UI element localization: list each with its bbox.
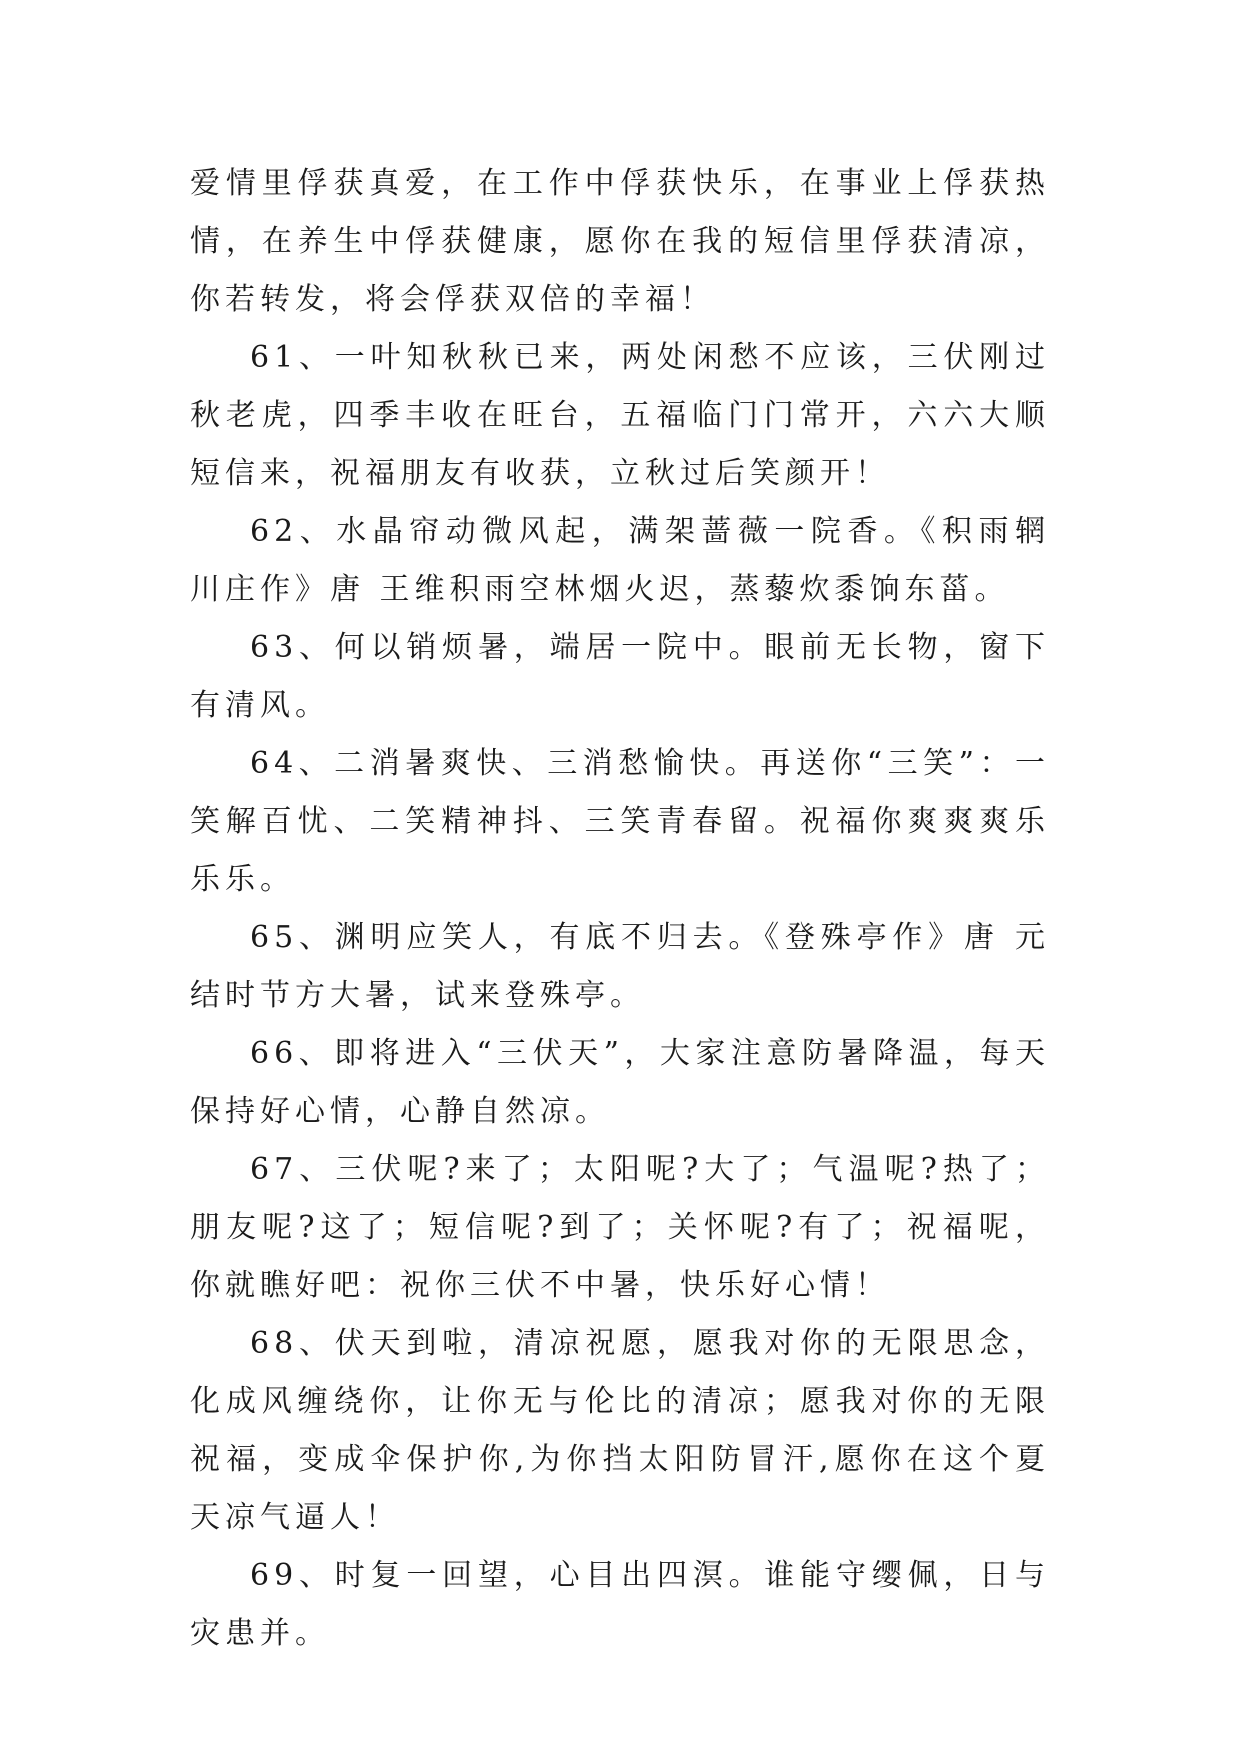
paragraph-62: 62、水晶帘动微风起，满架蔷薇一院香。《积雨辋川庄作》唐 王维积雨空林烟火迟，蒸藜炊黍饷东菑。 (190, 514, 1050, 607)
paragraph-63: 63、何以销烦暑，端居一院中。眼前无长物，窗下有清风。 (190, 630, 1050, 723)
paragraph-69: 69、时复一回望，心目出四溟。谁能守缨佩，日与灾患并。 (190, 1558, 1050, 1651)
paragraph-continuation: 爱情里俘获真爱，在工作中俘获快乐，在事业上俘获热情，在养生中俘获健康，愿你在我的短信里俘获清凉，你若转发，将会俘获双倍的幸福！ (190, 166, 1050, 317)
paragraph-61: 61、一叶知秋秋已来，两处闲愁不应该，三伏刚过秋老虎，四季丰收在旺台，五福临门门常开，六六大顺短信来，祝福朋友有收获，立秋过后笑颜开！ (190, 340, 1050, 491)
document-body (190, 155, 1050, 1663)
paragraph-67: 67、三伏呢?来了；太阳呢?大了；气温呢?热了；朋友呢?这了；短信呢?到了；关怀呢?有了；祝福呢，你就瞧好吧：祝你三伏不中暑，快乐好心情！ (190, 1152, 1050, 1303)
paragraph-68: 68、伏天到啦，清凉祝愿，愿我对你的无限思念，化成风缠绕你，让你无与伦比的清凉；愿我对你的无限祝福，变成伞保护你,为你挡太阳防冒汗,愿你在这个夏天凉气逼人！ (190, 1326, 1050, 1535)
paragraph-66: 66、即将进入“三伏天”，大家注意防暑降温，每天保持好心情，心静自然凉。 (190, 1036, 1050, 1129)
paragraph-64: 64、二消暑爽快、三消愁愉快。再送你“三笑”：一笑解百忧、二笑精神抖、三笑青春留。祝福你爽爽爽乐乐乐。 (190, 746, 1050, 897)
paragraph-65: 65、渊明应笑人，有底不归去。《登殊亭作》唐 元结时节方大暑，试来登殊亭。 (190, 920, 1050, 1013)
